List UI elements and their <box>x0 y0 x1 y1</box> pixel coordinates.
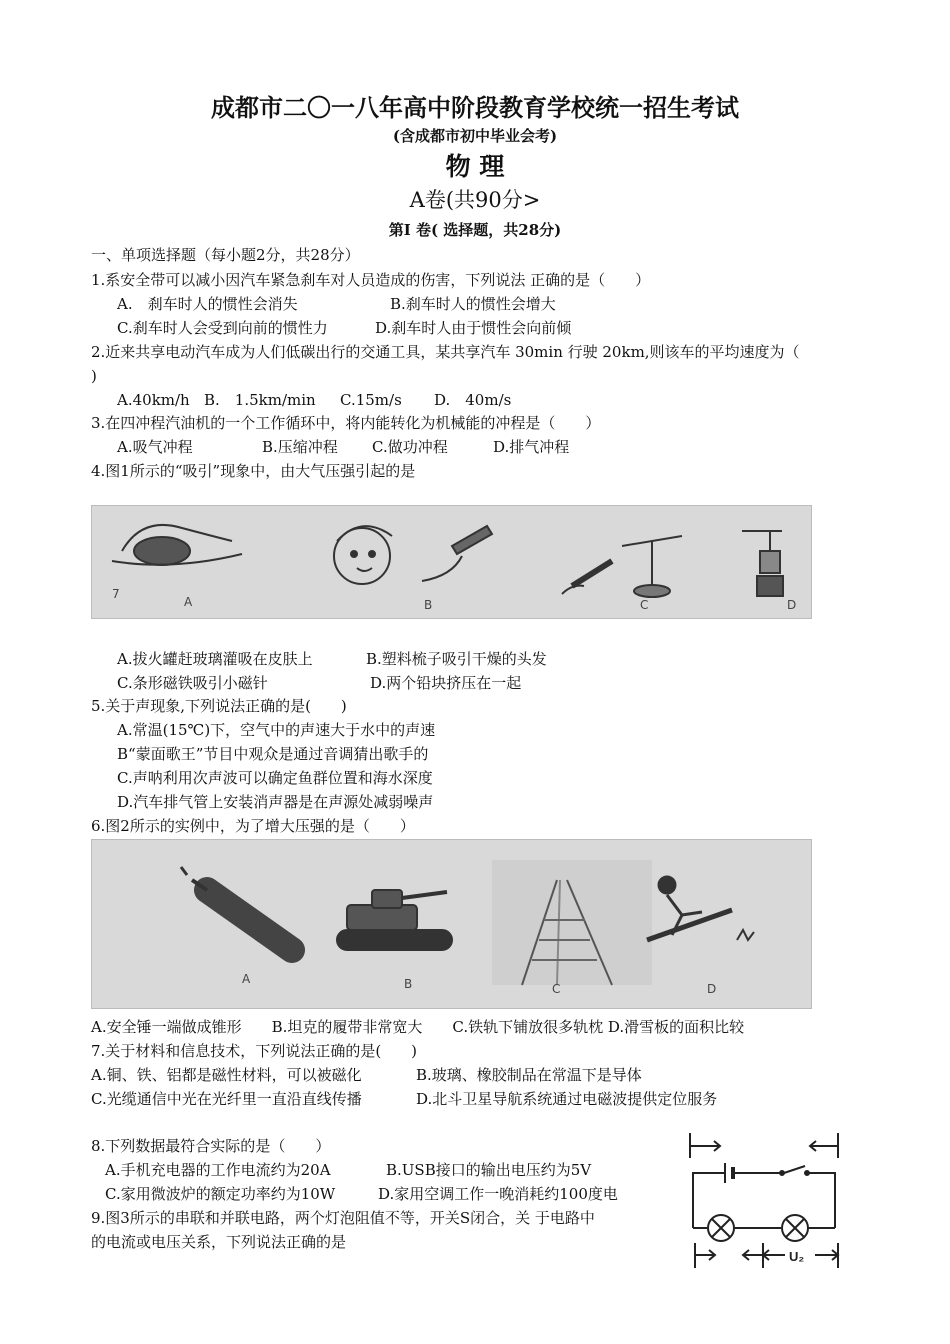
q8-option-d: D.家用空调工作一晚消耗约100度电 <box>378 1185 618 1203</box>
skier-illustration <box>647 877 754 940</box>
girl-comb-illustration <box>334 526 492 584</box>
fig2-label-b: B <box>404 977 413 991</box>
fig1-label-a: A <box>184 595 193 609</box>
q9-stem-2: 的电流或电压关系，下列说法正确的是 <box>91 1233 347 1251</box>
q8-stem: 8.下列数据最符合实际的是（ ） <box>91 1137 331 1155</box>
q8-option-a: A.手机充电器的工作电流约为20A <box>105 1161 331 1179</box>
q2-option-d: D. 40m/s <box>434 391 512 409</box>
cupping-illustration <box>112 525 242 565</box>
q8-option-c: C.家用微波炉的额定功率约为10W <box>105 1185 336 1203</box>
q3-option-b: B.压缩冲程 <box>262 438 338 456</box>
q5-option-d: D.汽车排气管上安装消声器是在声源处减弱噪声 <box>117 793 434 811</box>
q9-stem: 9.图3所示的串联和并联电路，两个灯泡阻值不等，开关S闭合，关 于电路中 <box>91 1209 595 1227</box>
q7-option-d: D.北斗卫星导航系统通过电磁波提供定位服务 <box>416 1090 718 1108</box>
q7-option-b: B.玻璃、橡胶制品在常温下是导体 <box>416 1066 642 1084</box>
volume-title: A卷(共90分> <box>409 188 541 212</box>
q4-stem: 4.图1所示的“吸引”现象中，由大气压强引起的是 <box>91 462 416 480</box>
tank-illustration <box>337 890 452 950</box>
q2-stem-end: ) <box>91 367 97 385</box>
q7-option-c: C.光缆通信中光在光纤里一直沿直线传播 <box>91 1090 362 1108</box>
q6-stem: 6.图2所示的实例中，为了增大压强的是（ ） <box>91 817 415 835</box>
q4-option-b: B.塑料梳子吸引干燥的头发 <box>366 650 547 668</box>
illustration-text: 7 <box>112 587 120 601</box>
safety-hammer-illustration <box>181 867 292 950</box>
q2-option-b: B. 1.5km/min <box>204 391 316 409</box>
q4-option-d: D.两个铅块挤压在一起 <box>370 674 522 692</box>
fig2-label-d: D <box>707 982 717 996</box>
q8-option-b: B.USB接口的输出电压约为5V <box>386 1161 592 1179</box>
q1-option-c: C.刹车时人会受到向前的惯性力 <box>117 319 328 337</box>
q2-option-c: C.15m/s <box>340 391 402 409</box>
q5-option-a: A.常温(15℃)下，空气中的声速大于水中的声速 <box>117 721 436 739</box>
figure-2 <box>91 839 812 1009</box>
q3-option-a: A.吸气冲程 <box>117 438 193 456</box>
q3-stem: 3.在四冲程汽油机的一个工作循环中，将内能转化为机械能的冲程是（ ） <box>91 414 601 432</box>
exam-subtitle: (含成都市初中毕业会考) <box>392 127 558 145</box>
q1-option-a: A. 刹车时人的惯性会消失 <box>117 295 298 313</box>
section-heading: 一、单项选择题（每小题2分，共28分） <box>91 246 360 264</box>
railway-illustration <box>492 860 652 985</box>
fig2-label-a: A <box>242 972 251 986</box>
figure-1 <box>91 505 812 619</box>
q1-option-d: D.刹车时人由于惯性会向前倾 <box>375 319 572 337</box>
figure-3-circuit <box>685 1128 845 1273</box>
q6-options: A.安全锤一端做成锥形 B.坦克的履带非常宽大 C.铁轨下铺放很多轨枕 D.滑雪板的面积比较 <box>91 1018 745 1036</box>
q3-option-c: C.做功冲程 <box>372 438 448 456</box>
q7-stem: 7.关于材料和信息技术，下列说法正确的是( ) <box>91 1042 418 1060</box>
q5-stem: 5.关于声现象,下列说法正确的是( ) <box>91 697 347 715</box>
q3-option-d: D.排气冲程 <box>493 438 570 456</box>
q4-option-a: A.拔火罐赶玻璃灌吸在皮肤上 <box>117 650 313 668</box>
q1-option-b: B.刹车时人的惯性会增大 <box>390 295 556 313</box>
fig1-label-d: D <box>787 598 797 612</box>
q7-option-a: A.铜、铁、铝都是磁性材料，可以被磁化 <box>91 1066 362 1084</box>
q2-option-a: A.40km/h <box>117 391 190 409</box>
part-title: 第Ⅰ 卷( 选择题，共28分) <box>388 221 562 239</box>
magnet-illustration <box>562 536 682 597</box>
fig1-label-c: C <box>640 598 649 612</box>
fig2-label-c: C <box>552 982 561 996</box>
q5-option-c: C.声呐利用次声波可以确定鱼群位置和海水深度 <box>117 769 433 787</box>
q1-stem: 1.系安全带可以减小因汽车紧急刹车对人员造成的伤害，下列说法 正确的是（ ） <box>91 271 651 289</box>
u2-label: U₂ <box>789 1249 805 1264</box>
subject-title: 物 理 <box>445 152 505 181</box>
q2-stem: 2.近来共享电动汽车成为人们低碳出行的交通工具，某共享汽车 30min 行驶 20km,则该车的平均速度为（ <box>91 343 800 361</box>
q5-option-b: B“蒙面歌王”节目中观众是通过音调猜出歌手的 <box>117 745 429 763</box>
q4-option-c: C.条形磁铁吸引小磁针 <box>117 674 268 692</box>
exam-title: 成都市二〇一八年高中阶段教育学校统一招生考试 <box>211 93 739 122</box>
fig1-label-b: B <box>424 598 433 612</box>
lead-blocks-illustration <box>742 531 783 596</box>
